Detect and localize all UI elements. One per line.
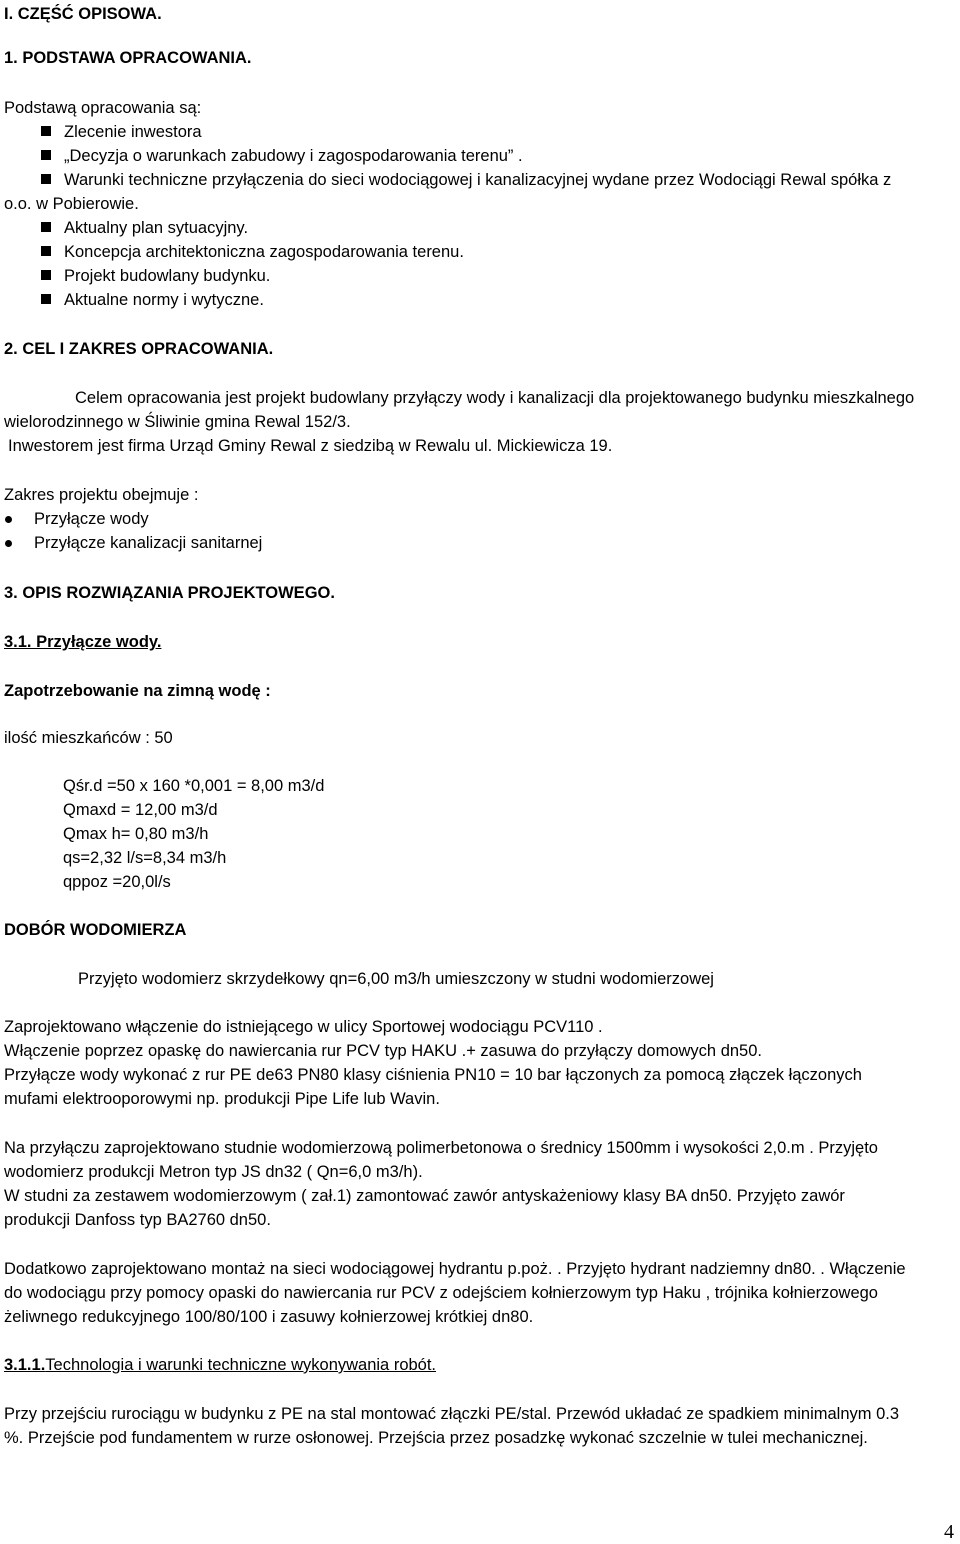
calc-line: Qmax h= 0,80 m3/h — [63, 825, 209, 843]
meter-text: Przyjęto wodomierz skrzydełkowy qn=6,00 m3/h umieszczony w studni wodomierzowej — [78, 970, 714, 988]
paragraph-line: W studni za zestawem wodomierzowym ( zał.1) zamontować zawór antyskażeniowy klasy BA dn50. Przyjęto zawór — [4, 1187, 845, 1205]
bullet-square-icon — [41, 150, 51, 160]
list-item: Projekt budowlany budynku. — [64, 267, 271, 285]
demand-heading: Zapotrzebowanie na zimną wodę : — [4, 682, 271, 700]
list-item: „Decyzja o warunkach zabudowy i zagospodarowania terenu” . — [64, 147, 523, 165]
paragraph-line: mufami elektrooporowymi np. produkcji Pipe Life lub Wavin. — [4, 1090, 440, 1108]
calc-line: qppoz =20,0l/s — [63, 873, 171, 891]
paragraph-line: Inwestorem jest firma Urząd Gminy Rewal z siedzibą w Rewalu ul. Mickiewicza 19. — [8, 437, 613, 455]
page-number: 4 — [944, 1521, 954, 1543]
paragraph-line: Dodatkowo zaprojektowano montaż na sieci wodociągowej hydrantu p.poż. . Przyjęto hydrant nadziemny dn80. . Włączenie — [4, 1260, 906, 1278]
list-item: Aktualne normy i wytyczne. — [64, 291, 264, 309]
paragraph-line: %. Przejście pod fundamentem w rurze osłonowej. Przejścia przez posadzkę wykonać szczelnie w tulei mechanicznej. — [4, 1429, 868, 1447]
list-item: Warunki techniczne przyłączenia do sieci wodociągowej i kanalizacyjnej wydane przez Wodociągi Rewal spółka z — [64, 171, 892, 189]
paragraph-line: wodomierz produkcji Metron typ JS dn32 ( Qn=6,0 m3/h). — [4, 1163, 423, 1181]
subsection-title: Technologia i warunki techniczne wykonywania robót. — [45, 1356, 437, 1374]
bullet-dot-icon — [5, 516, 12, 523]
bullet-square-icon — [41, 246, 51, 256]
calc-line: Qśr.d =50 x 160 *0,001 = 8,00 m3/d — [63, 777, 325, 795]
section-3-heading: 3. OPIS ROZWIĄZANIA PROJEKTOWEGO. — [4, 584, 335, 602]
paragraph-line: Zaprojektowano włączenie do istniejącego w ulicy Sportowej wodociągu PCV110 . — [4, 1018, 603, 1036]
list-item: Aktualny plan sytuacyjny. — [64, 219, 249, 237]
subsection-3-1-1-heading — [4, 1353, 436, 1377]
paragraph-line: Celem opracowania jest projekt budowlany przyłączy wody i kanalizacji dla projektowanego budynku mieszkalnego — [75, 389, 915, 407]
document-title: I. CZĘŚĆ OPISOWA. — [4, 5, 162, 23]
list-item-continuation: o.o. w Pobierowie. — [4, 195, 139, 213]
paragraph-line: wielorodzinnego w Śliwinie gmina Rewal 152/3. — [4, 413, 351, 431]
paragraph-line: produkcji Danfoss typ BA2760 dn50. — [4, 1211, 271, 1229]
calc-line: qs=2,32 l/s=8,34 m3/h — [63, 849, 227, 867]
section-1-intro: Podstawą opracowania są: — [4, 99, 202, 117]
scope-intro: Zakres projektu obejmuje : — [4, 486, 199, 504]
list-item: Zlecenie inwestora — [64, 123, 202, 141]
paragraph-line: Na przyłączu zaprojektowano studnie wodomierzową polimerbetonowa o średnicy 1500mm i wysokości 2,0.m . Przyjęto — [4, 1139, 878, 1157]
subsection-3-1-heading: 3.1. Przyłącze wody. — [4, 633, 162, 651]
paragraph-line: do wodociągu przy pomocy opaski do nawiercania rur PCV z odejściem kołnierzowym typ Haku , trójnika kołnierzowego — [4, 1284, 878, 1302]
bullet-square-icon — [41, 294, 51, 304]
bullet-square-icon — [41, 222, 51, 232]
list-item: Koncepcja architektoniczna zagospodarowania terenu. — [64, 243, 464, 261]
paragraph-line: Przyłącze wody wykonać z rur PE de63 PN80 klasy ciśnienia PN10 = 10 bar łączonych za pomocą złączek łączonych — [4, 1066, 862, 1084]
section-1-heading: 1. PODSTAWA OPRACOWANIA. — [4, 49, 252, 67]
subsection-number: 3.1.1. — [4, 1356, 46, 1374]
list-item: Przyłącze kanalizacji sanitarnej — [34, 534, 263, 552]
bullet-square-icon — [41, 126, 51, 136]
paragraph-line: Włączenie poprzez opaskę do nawiercania rur PCV typ HAKU .+ zasuwa do przyłączy domowych dn50. — [4, 1042, 762, 1060]
paragraph-line: Przy przejściu rurociągu w budynku z PE na stal montować złączki PE/stal. Przewód układać ze spadkiem minimalnym 0.3 — [4, 1405, 900, 1423]
section-2-heading: 2. CEL I ZAKRES OPRACOWANIA. — [4, 340, 274, 358]
calc-line: Qmaxd = 12,00 m3/d — [63, 801, 218, 819]
residents-count: ilość mieszkańców : 50 — [4, 729, 173, 747]
list-item: Przyłącze wody — [34, 510, 149, 528]
bullet-dot-icon — [5, 540, 12, 547]
paragraph-line: żeliwnego redukcyjnego 100/80/100 i zasuwy kołnierzowej krótkiej dn80. — [4, 1308, 534, 1326]
bullet-square-icon — [41, 270, 51, 280]
meter-heading: DOBÓR WODOMIERZA — [4, 921, 187, 939]
bullet-square-icon — [41, 174, 51, 184]
